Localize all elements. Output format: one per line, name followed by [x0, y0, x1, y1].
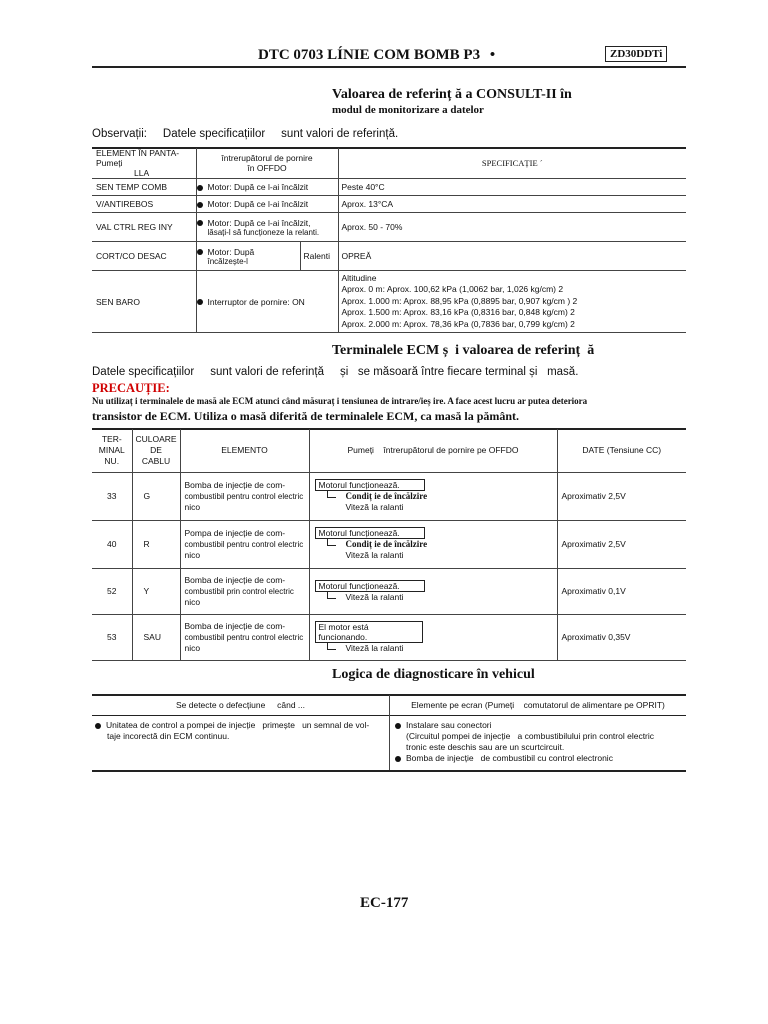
- table-row: [92, 568, 686, 614]
- spec-value: Peste 40°C: [338, 179, 686, 196]
- connector-icon: [327, 491, 336, 498]
- spec-value: Aprox. 13°CA: [338, 196, 686, 213]
- terminal-table: [92, 429, 686, 661]
- condition-idle: Viteză la ralanti: [345, 642, 404, 653]
- terminal-no: 53: [92, 614, 132, 660]
- table-row: [92, 179, 686, 196]
- connector-icon: [327, 539, 336, 546]
- diag-left-l1: Unitatea de control a pompei de injecție primește un semnal de vol-: [106, 720, 370, 730]
- bullet-icon: [197, 202, 203, 208]
- spec-header-condition: [196, 148, 338, 179]
- condition-warm: Condiț ie de încălzire: [345, 491, 428, 501]
- element-desc-l1: Pompa de injecție de com-: [184, 527, 286, 538]
- element-desc-l2: combustibil pentru control electric: [184, 491, 304, 501]
- spec-table: [92, 148, 686, 333]
- condition-cell: [309, 614, 557, 660]
- caution-line-2: transistor de ECM. Utiliza o masă diferită de terminalele ECM, ca masă la pământ.: [92, 409, 520, 423]
- data-value: Aproximativ 0,1V: [557, 568, 686, 614]
- data-value: Aproximativ 0,35V: [557, 614, 686, 660]
- bullet-icon: [95, 723, 101, 729]
- spec-condition-text: Motor: După ce l-ai încălzit,: [207, 217, 311, 228]
- spec-condition: [196, 271, 338, 333]
- altitude-line: Altitudine: [341, 272, 377, 283]
- element-desc: [180, 614, 309, 660]
- spec-condition: [196, 242, 300, 271]
- page-number: EC-177: [360, 895, 409, 911]
- consult-title: Valoarea de referinț ă a CONSULT-II în: [332, 87, 572, 102]
- condition-idle: Viteză la ralanti: [345, 502, 404, 512]
- spec-value: Aprox. 50 - 70%: [338, 213, 686, 242]
- ecm-note: Datele specificațiilor sunt valori de referință și se măsoară între fiecare terminal și masă.: [92, 366, 579, 378]
- header-color: [132, 429, 180, 472]
- condition-warm: Condiț ie de încălzire: [345, 539, 428, 549]
- spec-header-element-l2: LLA: [134, 168, 150, 178]
- header-terminal: [92, 429, 132, 472]
- condition-idle: Viteză la ralanti: [345, 550, 404, 560]
- spec-header-condition-l2: în OFFDO: [247, 163, 287, 173]
- wire-color: R: [132, 520, 180, 568]
- diag-right-l2: (Circuitul pompei de injecție a combustibilului prin control electric: [406, 731, 655, 741]
- spec-condition-text: Interruptor de pornire: ON: [207, 296, 305, 307]
- spec-condition-text: Motor: După ce l-ai încălzit: [207, 182, 309, 192]
- spec-condition-text: Motor: După ce l-ai încălzit: [207, 199, 309, 209]
- ecm-title: Terminalele ECM ș i valoarea de referinț ă: [332, 343, 595, 358]
- element-desc-l3: nico: [184, 501, 201, 512]
- terminal-no: 33: [92, 472, 132, 520]
- spec-extra: Ralenti: [300, 242, 338, 271]
- header-data: DATE (Tensiune CC): [557, 429, 686, 472]
- element-desc-l3: nico: [184, 642, 201, 653]
- condition-box: Motorul funcționează.: [315, 479, 425, 491]
- element-desc-l3: nico: [184, 549, 201, 560]
- diag-left-l2: taje incorectă din ECM continuu.: [107, 731, 230, 741]
- diag-left-cell: [95, 720, 385, 742]
- spec-condition: [196, 213, 338, 242]
- diag-right-l4: Bomba de injecție de combustibil cu control electronic: [406, 753, 613, 763]
- diag-right-cell: [395, 720, 685, 764]
- connector-icon: [327, 643, 336, 650]
- page-title-text: DTC 0703 LÍNIE COM BOMB P3: [258, 47, 481, 63]
- spec-condition: [196, 179, 338, 196]
- element-desc-l3: nico: [184, 596, 201, 607]
- spec-header-condition-l1: întrerupătorul de pornire: [221, 153, 313, 163]
- spec-condition-text-2: lăsați-l să funcționeze la relanti.: [207, 227, 320, 237]
- title-bullet: •: [489, 47, 496, 63]
- spec-element: VAL CTRL REG INY: [92, 213, 196, 242]
- header-color-l3: CABLU: [141, 455, 171, 466]
- bullet-icon: [197, 220, 203, 226]
- element-desc-l1: Bomba de injecție de com-: [184, 479, 286, 490]
- condition-cell: [309, 472, 557, 520]
- diag-col-divider: [389, 695, 390, 771]
- spec-header-element: [92, 148, 196, 179]
- header-terminal-l3: NU.: [104, 455, 120, 466]
- element-desc-l2: combustibil prin control electric: [184, 586, 294, 596]
- element-desc-l1: Bomba de injecție de com-: [184, 620, 286, 631]
- element-desc-l1: Bomba de injecție de com-: [184, 574, 286, 585]
- terminal-no: 40: [92, 520, 132, 568]
- element-desc: [180, 472, 309, 520]
- table-row: [92, 271, 686, 333]
- condition-box: El motor está funcionando.: [315, 621, 423, 643]
- data-value: Aproximativ 2,5V: [557, 520, 686, 568]
- data-value: Aproximativ 2,5V: [557, 472, 686, 520]
- spec-element: SEN BARO: [92, 271, 196, 333]
- spec-header-element-l1: ELEMENT ÎN PANTA- Pumeți: [96, 148, 180, 168]
- altitude-line: Aprox. 2.000 m: Aprox. 78,36 kPa (0,7836 bar, 0,799 kg/cm) 2: [341, 318, 575, 329]
- condition-idle: Viteză la ralanti: [345, 591, 404, 602]
- wire-color: G: [132, 472, 180, 520]
- element-desc-l2: combustibil pentru control electric: [184, 539, 304, 549]
- spec-element: CORT/CO DESAC: [92, 242, 196, 271]
- altitude-line: Aprox. 1.000 m: Aprox. 88,95 kPa (0,8895 bar, 0,907 kg/cm ) 2: [341, 295, 578, 306]
- connector-icon: [327, 592, 336, 599]
- consult-subtitle: modul de monitorizare a datelor: [332, 104, 484, 116]
- condition-cell: [309, 520, 557, 568]
- bullet-icon: [395, 756, 401, 762]
- spec-condition-text: Motor: După: [207, 246, 255, 257]
- condition-cell: [309, 568, 557, 614]
- bullet-icon: [197, 249, 203, 255]
- header-rule: [92, 66, 686, 68]
- diag-header-left: Se detecte o defecțiune când ...: [175, 700, 305, 710]
- model-code-badge: ZD30DDTi: [605, 46, 667, 62]
- consult-note: Observații: Datele specificațiilor sunt valori de referință.: [92, 128, 399, 140]
- spec-element: SEN TEMP COMB: [92, 179, 196, 196]
- bullet-icon: [197, 299, 203, 305]
- header-element: ELEMENTO: [180, 429, 309, 472]
- table-row: [92, 520, 686, 568]
- table-row: [92, 213, 686, 242]
- element-desc: [180, 520, 309, 568]
- diag-right-l1: Instalare sau conectori: [406, 720, 492, 730]
- spec-header-spec: SPECIFICAȚIE ´: [338, 148, 686, 179]
- condition-box: Motorul funcționează.: [315, 527, 425, 539]
- diag-header-right: Elemente pe ecran (Pumeți comutatorul de alimentare pe OPRIT): [411, 700, 665, 710]
- spec-condition-text-2: încălzește-l: [207, 256, 248, 266]
- caution-line-1: Nu utilizaț i terminalele de masă ale ECM atunci când măsuraț i tensiunea de intrare/ieș ire. A face acest lucru ar putea deteriora: [92, 396, 588, 406]
- altitude-line: Aprox. 1.500 m: Aprox. 83,16 kPa (0,8316 bar, 0,848 kg/cm) 2: [341, 307, 575, 318]
- diag-table-bottom: [92, 770, 686, 772]
- table-row: [92, 242, 686, 271]
- header-condition: Pumeți întrerupătorul de pornire pe OFFDO: [309, 429, 557, 472]
- table-row: [92, 614, 686, 660]
- wire-color: Y: [132, 568, 180, 614]
- bullet-icon: [395, 723, 401, 729]
- terminal-no: 52: [92, 568, 132, 614]
- header-terminal-l2: MINAL: [98, 444, 125, 455]
- page-title: [258, 47, 495, 64]
- element-desc: [180, 568, 309, 614]
- altitude-line: Aprox. 0 m: Aprox. 100,62 kPa (1,0062 bar, 1,026 kg/cm) 2: [341, 284, 564, 295]
- caution-title: PRECAUȚIE:: [92, 381, 170, 395]
- bullet-icon: [197, 185, 203, 191]
- header-terminal-l1: TER-: [101, 433, 122, 444]
- header-color-l1: CULOARE: [135, 433, 177, 444]
- table-row: [92, 472, 686, 520]
- spec-condition: [196, 196, 338, 213]
- table-row: [92, 196, 686, 213]
- spec-value: OPREĂ: [338, 242, 686, 271]
- diag-title: Logica de diagnosticare în vehicul: [332, 667, 535, 682]
- condition-box: Motorul funcționează.: [315, 580, 425, 592]
- element-desc-l2: combustibil pentru control electric: [184, 632, 304, 642]
- wire-color: SAU: [132, 614, 180, 660]
- spec-value-altitude: [338, 271, 686, 333]
- header-color-l2: DE: [150, 444, 162, 455]
- diag-right-l3: tronic este deschis sau are un scurtcircuit.: [406, 742, 565, 752]
- spec-element: V/ANTIREBOS: [92, 196, 196, 213]
